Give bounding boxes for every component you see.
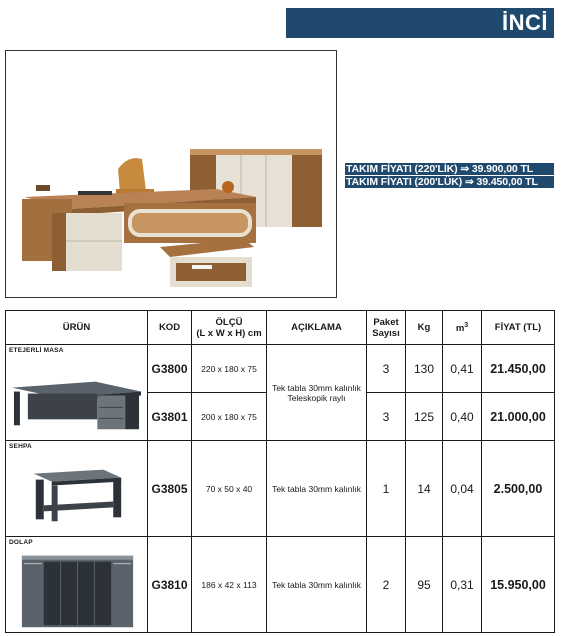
product-cell-desk bbox=[6, 345, 148, 441]
table-header-row bbox=[6, 311, 555, 345]
product-size: 186 x 42 x 113 bbox=[192, 537, 267, 633]
header-code: KOD bbox=[148, 311, 192, 345]
header-price: FİYAT (TL) bbox=[482, 311, 555, 345]
table-row bbox=[6, 345, 555, 393]
desk-with-cabinet-icon bbox=[8, 357, 145, 438]
office-set-illustration bbox=[6, 51, 337, 298]
weight-kg: 95 bbox=[406, 537, 443, 633]
volume-m3: 0,40 bbox=[443, 393, 482, 441]
set-price-220: TAKIM FİYATI (220'LİK) ⇒ 39.900,00 TL bbox=[345, 163, 554, 175]
product-description bbox=[267, 441, 367, 537]
header-packages bbox=[367, 311, 406, 345]
package-count: 1 bbox=[367, 441, 406, 537]
package-count: 2 bbox=[367, 537, 406, 633]
header-packages-line1: Paket bbox=[373, 316, 399, 328]
weight-kg: 14 bbox=[406, 441, 443, 537]
product-label: DOLAP bbox=[9, 539, 33, 546]
product-size: 220 x 180 x 75 bbox=[192, 345, 267, 393]
coffee-table-icon bbox=[8, 453, 145, 534]
set-price-list bbox=[345, 163, 554, 189]
header-volume bbox=[443, 311, 482, 345]
description-line: Tek tabla 30mm kalınlık bbox=[272, 483, 361, 494]
table-row bbox=[6, 537, 555, 633]
product-label: ETEJERLİ MASA bbox=[9, 347, 64, 354]
header-volume-base: m bbox=[455, 323, 465, 335]
product-size: 200 x 180 x 75 bbox=[192, 393, 267, 441]
header-weight: Kg bbox=[406, 311, 443, 345]
package-count: 3 bbox=[367, 393, 406, 441]
product-code: G3810 bbox=[148, 537, 192, 633]
description-line: Teleskopik raylı bbox=[287, 392, 346, 403]
product-code: G3800 bbox=[148, 345, 192, 393]
volume-m3: 0,31 bbox=[443, 537, 482, 633]
office-set-photo bbox=[5, 50, 337, 298]
weight-kg: 125 bbox=[406, 393, 443, 441]
cabinet-icon bbox=[8, 549, 145, 630]
header-packages-line2: Sayısı bbox=[372, 327, 400, 339]
volume-m3: 0,41 bbox=[443, 345, 482, 393]
product-cell-coffee-table bbox=[6, 441, 148, 537]
product-description bbox=[267, 345, 367, 441]
package-count: 3 bbox=[367, 345, 406, 393]
weight-kg: 130 bbox=[406, 345, 443, 393]
product-description bbox=[267, 537, 367, 633]
header-product: ÜRÜN bbox=[6, 311, 148, 345]
product-cell-cabinet bbox=[6, 537, 148, 633]
product-code: G3805 bbox=[148, 441, 192, 537]
product-label: SEHPA bbox=[9, 443, 32, 450]
product-size: 70 x 50 x 40 bbox=[192, 441, 267, 537]
price-tl: 21.450,00 bbox=[482, 345, 555, 393]
header-size bbox=[192, 311, 267, 345]
table-row bbox=[6, 441, 555, 537]
description-line: Tek tabla 30mm kalınlık bbox=[272, 382, 361, 393]
set-price-200: TAKIM FİYATI (200'LÜK) ⇒ 39.450,00 TL bbox=[345, 176, 554, 188]
price-tl: 15.950,00 bbox=[482, 537, 555, 633]
header-description: AÇIKLAMA bbox=[267, 311, 367, 345]
price-tl: 21.000,00 bbox=[482, 393, 555, 441]
description-line: Tek tabla 30mm kalınlık bbox=[272, 579, 361, 590]
product-price-table bbox=[5, 310, 555, 633]
collection-title: İNCİ bbox=[286, 8, 554, 38]
header-size-line1: ÖLÇÜ bbox=[215, 316, 243, 328]
volume-m3: 0,04 bbox=[443, 441, 482, 537]
header-size-line2: (L x W x H) cm bbox=[196, 327, 262, 339]
product-code: G3801 bbox=[148, 393, 192, 441]
price-tl: 2.500,00 bbox=[482, 441, 555, 537]
header-volume-exp: 3 bbox=[464, 322, 469, 330]
